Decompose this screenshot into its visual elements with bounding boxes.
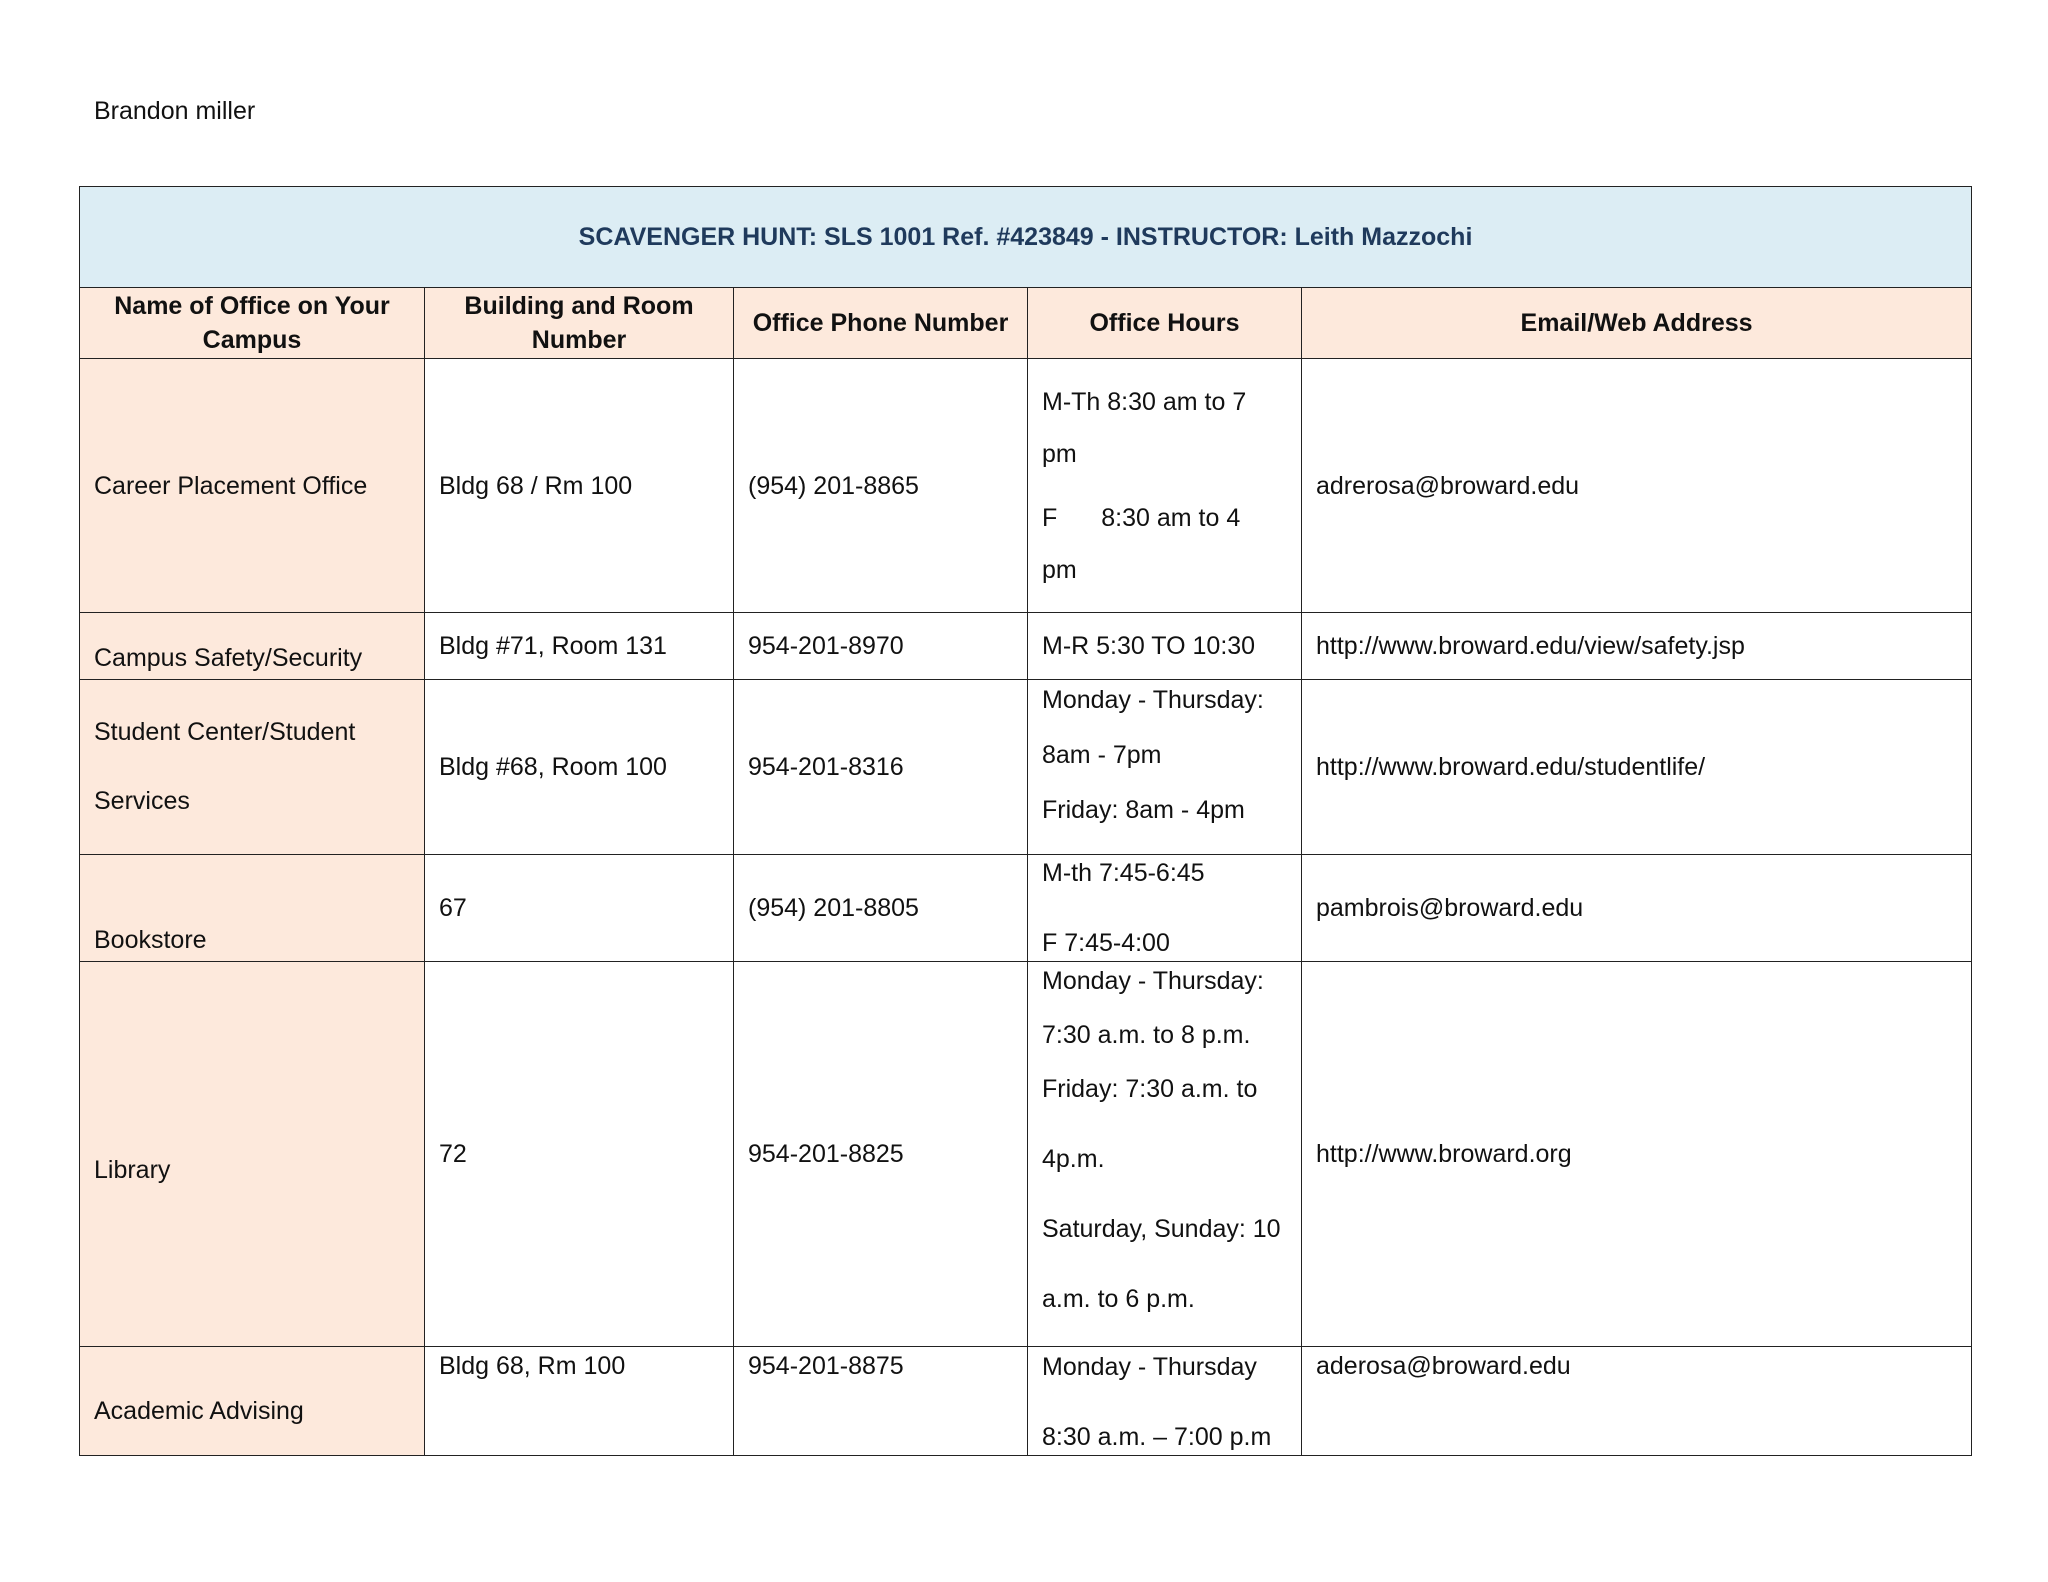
table-row xyxy=(80,359,1972,613)
column-header-hours: Office Hours xyxy=(1028,288,1302,359)
hours-time: 8:30 am to 4 xyxy=(1101,503,1241,532)
building-cell: 67 xyxy=(425,855,734,962)
hours-line: pm xyxy=(1042,555,1077,584)
office-name-cell: Academic Advising xyxy=(80,1347,425,1456)
phone-cell: (954) 201-8805 xyxy=(734,855,1028,962)
hours-line: Monday - Thursday: xyxy=(1042,686,1264,714)
contact-cell[interactable]: adrerosa@broward.edu xyxy=(1302,359,1972,613)
column-header-phone: Office Phone Number xyxy=(734,288,1028,359)
table-row xyxy=(80,680,1972,855)
table-row xyxy=(80,1347,1972,1456)
hours-cell: M-R 5:30 TO 10:30 xyxy=(1028,613,1302,680)
building-cell: Bldg #71, Room 131 xyxy=(425,613,734,680)
office-name-cell: Career Placement Office xyxy=(80,359,425,613)
hours-cell xyxy=(1028,680,1302,855)
hours-line: Saturday, Sunday: 10 xyxy=(1042,1215,1281,1243)
hours-line: Monday - Thursday: xyxy=(1042,967,1264,995)
hours-line: 8:30 a.m. – 7:00 p.m xyxy=(1042,1423,1272,1451)
hours-line: Friday: 7:30 a.m. to xyxy=(1042,1075,1258,1103)
hours-cell xyxy=(1028,359,1302,613)
building-cell: Bldg 68, Rm 100 xyxy=(425,1347,734,1456)
office-name-cell: Library xyxy=(80,962,425,1347)
hours-cell xyxy=(1028,855,1302,962)
hours-line: a.m. to 6 p.m. xyxy=(1042,1285,1195,1313)
office-name-line: Student Center/Student xyxy=(94,718,356,746)
column-header-building: Building and Room Number xyxy=(425,288,734,359)
column-header-contact: Email/Web Address xyxy=(1302,288,1972,359)
hours-cell xyxy=(1028,962,1302,1347)
author-name: Brandon miller xyxy=(94,97,256,125)
hours-line xyxy=(1042,492,1287,544)
hours-line: M-Th 8:30 am to 7 xyxy=(1042,387,1247,416)
contact-cell[interactable]: aderosa@broward.edu xyxy=(1302,1347,1972,1456)
hours-line: pm xyxy=(1042,439,1077,468)
phone-cell: 954-201-8875 xyxy=(734,1347,1028,1456)
building-cell: 72 xyxy=(425,962,734,1347)
hours-line: 7:30 a.m. to 8 p.m. xyxy=(1042,1021,1251,1049)
hours-line: M-th 7:45-6:45 xyxy=(1042,859,1205,887)
table-row xyxy=(80,962,1972,1347)
hours-line: F 7:45-4:00 xyxy=(1042,929,1170,957)
phone-cell: (954) 201-8865 xyxy=(734,359,1028,613)
office-name-cell xyxy=(80,680,425,855)
phone-cell: 954-201-8825 xyxy=(734,962,1028,1347)
hours-line: Friday: 8am - 4pm xyxy=(1042,796,1245,824)
hours-line: Monday - Thursday xyxy=(1042,1353,1257,1381)
contact-cell[interactable]: http://www.broward.org xyxy=(1302,962,1972,1347)
contact-cell[interactable]: pambrois@broward.edu xyxy=(1302,855,1972,962)
scavenger-hunt-table xyxy=(79,186,1972,1456)
table-title-row xyxy=(80,187,1972,288)
office-name-line: Services xyxy=(94,787,190,815)
office-name-cell: Bookstore xyxy=(80,855,425,962)
building-cell: Bldg #68, Room 100 xyxy=(425,680,734,855)
table-title: SCAVENGER HUNT: SLS 1001 Ref. #423849 - INSTRUCTOR: Leith Mazzochi xyxy=(80,187,1972,288)
column-header-office: Name of Office on Your Campus xyxy=(80,288,425,359)
table-row xyxy=(80,613,1972,680)
table-row xyxy=(80,855,1972,962)
hours-day: F xyxy=(1042,503,1058,532)
contact-cell[interactable]: http://www.broward.edu/studentlife/ xyxy=(1302,680,1972,855)
building-cell: Bldg 68 / Rm 100 xyxy=(425,359,734,613)
phone-cell: 954-201-8316 xyxy=(734,680,1028,855)
hours-cell xyxy=(1028,1347,1302,1456)
table-header-row xyxy=(80,288,1972,359)
office-name-cell: Campus Safety/Security xyxy=(80,613,425,680)
contact-cell[interactable]: http://www.broward.edu/view/safety.jsp xyxy=(1302,613,1972,680)
phone-cell: 954-201-8970 xyxy=(734,613,1028,680)
hours-line: 8am - 7pm xyxy=(1042,741,1162,769)
hours-line: 4p.m. xyxy=(1042,1145,1105,1173)
